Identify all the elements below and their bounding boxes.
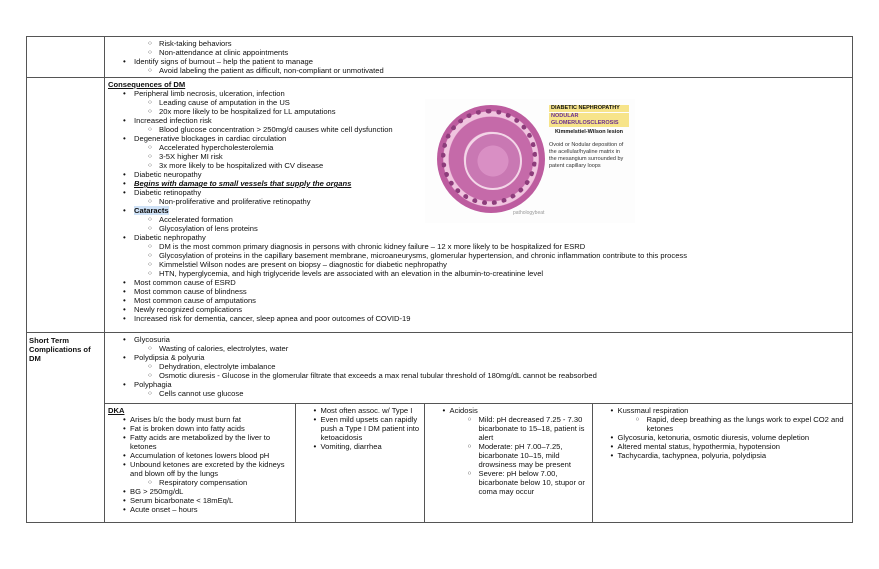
bullet-text: BG > 250mg/dL <box>130 487 184 496</box>
row-label-empty-2 <box>27 78 105 333</box>
figure-tag-nephropathy: DIABETIC NEPHROPATHY <box>549 105 629 112</box>
bullet-text: Polydipsia & polyuria <box>134 353 205 362</box>
bullet-item <box>108 433 292 451</box>
sub-bullet-item <box>108 478 292 487</box>
bullet-text: Begins with damage to small vessels that supply the organs <box>134 179 352 188</box>
bullet-item <box>596 433 850 442</box>
sub-bullet-item <box>108 344 849 353</box>
bullet-text: Blood glucose concentration > 250mg/d causes white cell dysfunction <box>159 125 393 134</box>
sub-bullet-item <box>108 389 849 398</box>
bullet-text: Glycosylation of lens proteins <box>159 224 258 233</box>
bullet-text: 3x more likely to be hospitalized with CV disease <box>159 161 324 170</box>
bullet-text: Avoid labeling the patient as difficult, non-compliant or unmotivated <box>159 66 384 75</box>
bullet-text: Increased risk for dementia, cancer, sleep apnea and poor outcomes of COVID-19 <box>134 314 411 323</box>
bullet-text: Moderate: pH 7.00–7.25, bicarbonate 10–15, mild drowsiness may be present <box>478 442 571 469</box>
bullet-text: HTN, hyperglycemia, and high triglyceride levels are associated with an elevation in the albumin-to-creatinine level <box>159 269 544 278</box>
bullet-text: Most common cause of ESRD <box>134 278 236 287</box>
bullet-text: Degenerative blockages in cardiac circulation <box>134 134 287 143</box>
sub-bullet-item <box>108 251 849 260</box>
short-term-label: Short Term Complications of DM <box>27 333 105 523</box>
bullet-text: Vomiting, diarrhea <box>320 442 382 451</box>
burnout-list <box>108 39 849 75</box>
bullet-text: Accumulation of ketones lowers blood pH <box>130 451 270 460</box>
bullet-item <box>108 424 292 433</box>
bullet-text: Non-proliferative and proliferative retinopathy <box>159 197 311 206</box>
bullet-text: Polyphagia <box>134 380 172 389</box>
bullet-text: Severe: pH below 7.00, bicarbonate below 10, stupor or coma may occur <box>478 469 585 496</box>
sub-bullet-item <box>108 224 849 233</box>
bullet-text: Accelerated formation <box>159 215 233 224</box>
bullet-text: Leading cause of amputation in the US <box>159 98 290 107</box>
bullet-item <box>428 406 589 415</box>
bullet-item <box>108 487 292 496</box>
bullet-text: Serum bicarbonate < 18mEq/L <box>130 496 234 505</box>
dka-list-3 <box>428 406 589 496</box>
bullet-text: Fat is broken down into fatty acids <box>130 424 245 433</box>
bullet-text: Diabetic retinopathy <box>134 188 202 197</box>
bullet-text: Increased infection risk <box>134 116 212 125</box>
bullet-text: Respiratory compensation <box>159 478 248 487</box>
bullet-text: Identify signs of burnout – help the patient to manage <box>134 57 313 66</box>
figure-labels <box>549 105 629 170</box>
bullet-item <box>596 406 850 415</box>
bullet-item <box>108 314 849 323</box>
bullet-text: Most often assoc. w/ Type I <box>320 406 413 415</box>
kimmelstiel-wilson-figure <box>425 99 635 223</box>
row-consequences <box>27 78 853 333</box>
sub-bullet-item <box>108 66 849 75</box>
bullet-item <box>108 496 292 505</box>
bullet-text: DM is the most common primary diagnosis in persons with chronic kidney failure – 12 x more likely to be hospitalized for ESRD <box>159 242 586 251</box>
bullet-text: Unbound ketones are excreted by the kidneys and blown off by the lungs <box>130 460 285 478</box>
dka-list-2 <box>299 406 421 451</box>
bullet-text: Osmotic diuresis - Glucose in the glomerular filtrate that exceeds a max renal tubular threshold of 180mg/dL cannot be reabsorbed <box>159 371 597 380</box>
bullet-text: Arises b/c the body must burn fat <box>130 415 242 424</box>
sub-bullet-item <box>108 242 849 251</box>
dka-title: DKA <box>108 406 125 415</box>
bullet-text: Accelerated hypercholesterolemia <box>159 143 274 152</box>
bullet-item <box>108 460 292 478</box>
bullet-item <box>108 335 849 344</box>
bullet-item <box>299 415 421 442</box>
bullet-text: Rapid, deep breathing as the lungs work to expel CO2 and ketones <box>646 415 844 433</box>
notes-table <box>26 36 853 523</box>
sub-bullet-item <box>428 415 589 442</box>
bullet-text: Tachycardia, tachypnea, polyuria, polydipsia <box>617 451 767 460</box>
bullet-text: Glycosuria, ketonuria, osmotic diuresis, volume depletion <box>617 433 810 442</box>
dka-col-2 <box>295 404 424 522</box>
dka-col-4 <box>592 404 852 522</box>
bullet-item <box>108 353 849 362</box>
consequences-title: Consequences of DM <box>108 80 186 89</box>
bullet-text: Wasting of calories, electrolytes, water <box>159 344 289 353</box>
bullet-text: Cataracts <box>134 206 169 215</box>
bullet-text: 3-5X higher MI risk <box>159 152 223 161</box>
bullet-text: Non-attendance at clinic appointments <box>159 48 289 57</box>
short-term-intro <box>105 333 852 403</box>
bullet-text: Kimmelstiel Wilson nodes are present on biopsy – diagnostic for diabetic nephropathy <box>159 260 447 269</box>
bullet-item <box>596 451 850 460</box>
sub-bullet-item <box>108 362 849 371</box>
bullet-item <box>299 406 421 415</box>
sub-bullet-item <box>108 39 849 48</box>
bullet-item <box>108 278 849 287</box>
figure-caption: Kimmelstiel-Wilson lesion <box>554 129 624 135</box>
bullet-item <box>108 415 292 424</box>
dka-list-1 <box>108 415 292 514</box>
bullet-text: Peripheral limb necrosis, ulceration, infection <box>134 89 285 98</box>
burnout-cell <box>105 37 853 78</box>
bullet-text: Glycosuria <box>134 335 170 344</box>
dka-col-1 <box>105 404 295 522</box>
bullet-text: Cells cannot use glucose <box>159 389 244 398</box>
dka-section <box>105 403 852 522</box>
dka-table <box>105 404 852 522</box>
bullet-text: Most common cause of blindness <box>134 287 247 296</box>
bullet-item <box>108 380 849 389</box>
bullet-text: Glycosylation of proteins in the capillary basement membrane, microaneurysms, glomerular hypertension, and chronic inflammation contribute to this process <box>159 251 688 260</box>
bullet-item <box>108 505 292 514</box>
sub-bullet-item <box>108 260 849 269</box>
short-term-cell <box>105 333 853 523</box>
bullet-text: Kussmaul respiration <box>617 406 689 415</box>
mesangial-nodule <box>464 132 522 190</box>
bullet-item <box>108 89 849 98</box>
bullet-text: Most common cause of amputations <box>134 296 256 305</box>
glomerulus-image <box>437 105 545 213</box>
bullet-item <box>108 233 849 242</box>
bullet-text: Dehydration, electrolyte imbalance <box>159 362 276 371</box>
row-short-term <box>27 333 853 523</box>
bullet-text: Altered mental status, hypothermia, hypotension <box>617 442 781 451</box>
sub-bullet-item <box>108 48 849 57</box>
bullet-item <box>108 296 849 305</box>
bullet-text: Fatty acids are metabolized by the liver to ketones <box>130 433 271 451</box>
bullet-text: Risk-taking behaviors <box>159 39 232 48</box>
dka-list-4 <box>596 406 850 460</box>
bullet-item <box>108 305 849 314</box>
short-term-list <box>108 335 849 398</box>
sub-bullet-item <box>428 469 589 496</box>
bullet-item <box>299 442 421 451</box>
row-burnout <box>27 37 853 78</box>
figure-description: Ovoid or Nodular deposition of the acellular/hyaline matrix in the mesangium surrounded by patent capillary loops <box>549 142 624 169</box>
bullet-text: 20x more likely to be hospitalized for LL amputations <box>159 107 336 116</box>
row-label-empty <box>27 37 105 78</box>
bullet-text: Mild: pH decreased 7.25 - 7.30 bicarbonate to 15–18, patient is alert <box>478 415 585 442</box>
sub-bullet-item <box>108 269 849 278</box>
figure-tag-glomerulosclerosis: NODULAR GLOMERULOSCLEROSIS <box>549 113 629 127</box>
bullet-item <box>596 442 850 451</box>
bullet-text: Diabetic neuropathy <box>134 170 202 179</box>
bullet-text: Even mild upsets can rapidly push a Type I DM patient into ketoacidosis <box>320 415 420 442</box>
bullet-item <box>108 451 292 460</box>
bullet-item <box>108 57 849 66</box>
figure-watermark: pathologybeat <box>513 210 545 216</box>
sub-bullet-item <box>596 415 850 433</box>
bullet-text: Acute onset – hours <box>130 505 198 514</box>
bullet-text: Newly recognized complications <box>134 305 243 314</box>
bullet-item <box>108 287 849 296</box>
consequences-cell <box>105 78 853 333</box>
bullet-text: Diabetic nephropathy <box>134 233 206 242</box>
sub-bullet-item <box>428 442 589 469</box>
bullet-text: Acidosis <box>449 406 478 415</box>
dka-col-3 <box>424 404 592 522</box>
sub-bullet-item <box>108 371 849 380</box>
